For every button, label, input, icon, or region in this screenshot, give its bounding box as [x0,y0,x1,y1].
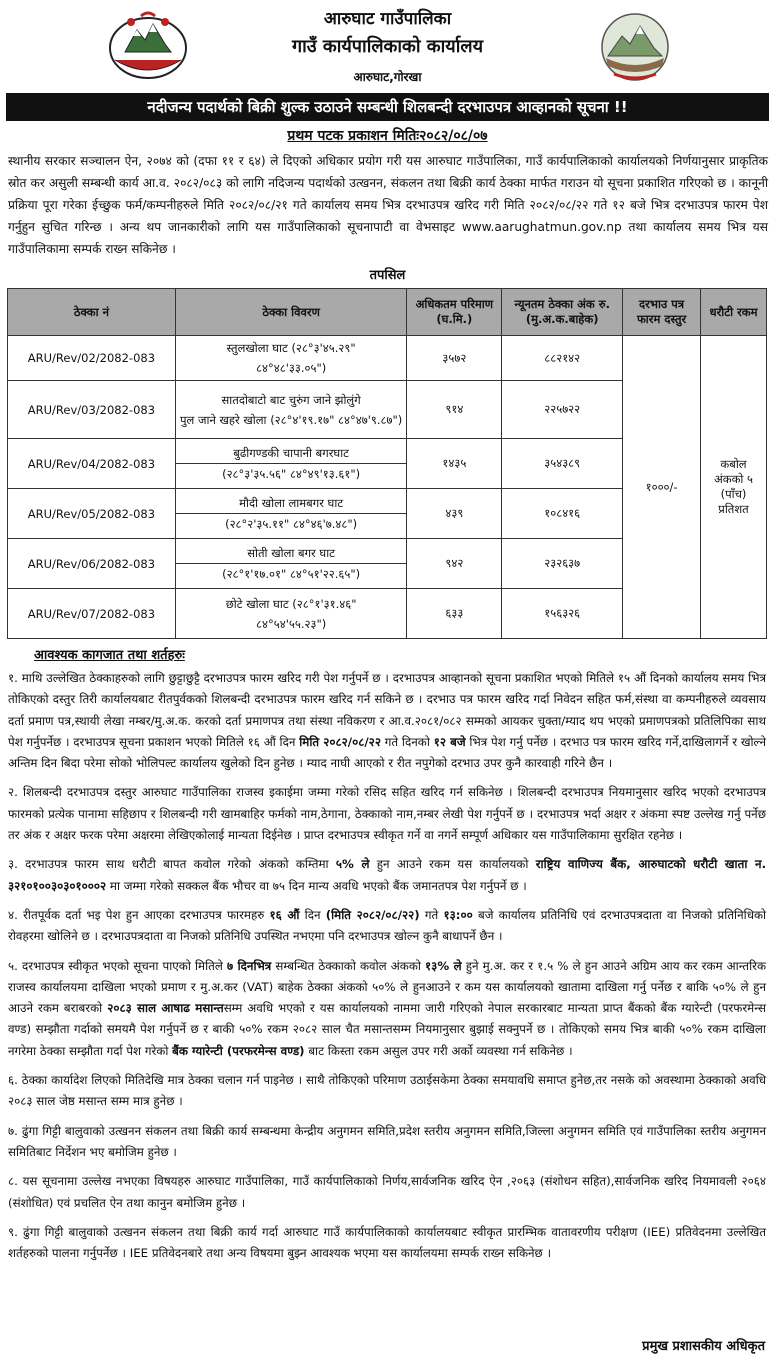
office-name: गाउँ कार्यपालिकाको कार्यालय [291,36,484,57]
condition-item: ४. रीतपूर्वक दर्ता भइ पेश हुन आएका दरभाउपत्र फारमहरु १६ औं दिन (मिति २०८२/०८/२२) गते १३:०० बजे कार्यालय प्रतिनिधि एवं दरभाउपत्रदाता वा निजको प्रतिनिधिको रोवहरमा खोलिने छ । दरभाउपत्रदाता वा निजको प्रतिनिधि उपस्थित नभएमा पनि दरभाउपत्र खोल्न कुनै बाधापर्ने छैन । [8,907,767,944]
municipality-logo-icon [600,12,670,82]
conditions-list [8,668,766,1272]
condition-item: ७. ढुंगा गिट्टी बालुवाको उत्खनन संकलन तथा बिक्री कार्य सम्बन्धमा केन्द्रीय अनुगमन समिति,प्रदेश स्तरीय अनुगमन समिति,जिल्ला अनुगमन समिति एवं गाउँपालिका स्तरीय अनुगमन समितिबाट निर्देशन भए बमोजिम हुनेछ । [8,1123,767,1159]
letterhead [0,0,775,92]
min-amount: २३२६३७ [502,539,623,589]
column-header-description: ठेक्का विवरण [175,289,407,336]
contracts-table [7,288,767,639]
condition-item: ८. यस सूचनामा उल्लेख नभएका विषयहरु आरुघाट गाउँपालिका, गाउँ कार्यपालिकाको निर्णय,सार्वजनिक खरिद ऐन ,२०६३ (संशोधन सहित),सार्वजनिक खरिद नियमावली २०६४ (संशोधित) एवं प्रचलित ऐन तथा कानुन बमोजिम हुनेछ । [8,1174,766,1210]
contract-description: स्तुलखोला घाट (२८°३'४५.२९" ८४°४८'३३.०५") [175,336,407,381]
publication-date: प्रथम पटक प्रकाशन मितिः२०८२/०८/०७ [287,128,488,144]
column-header-deposit: धरौटी रकम [701,289,767,336]
contract-code: ARU/Rev/05/2082-083 [8,489,176,539]
column-header-form-fee: दरभाउ पत्र फारम दस्तुर [623,289,701,336]
max-quantity: १४३५ [407,439,502,489]
deposit-amount: कबोल अंकको ५ (पाँच) प्रतिशत [701,336,767,639]
table-header-row [8,289,767,336]
office-address: आरुघाट,गोरखा [353,70,422,84]
column-header-contract-no: ठेक्का नं [8,289,176,336]
condition-item: ९. ढुंगा गिट्टी बालुवाको उत्खनन संकलन तथा बिक्री कार्य गर्दा आरुघाट गाउँ कार्यपालिकाको कार्यालयबाट स्वीकृत प्रारम्भिक वातावरणीय परीक्षण (IEE) प्रतिवेदनमा उल्लेखित शर्तहरुको पालना गर्नुपर्नेछ । IEE प्रतिवेदनबारे तथा अन्य विषयमा बुझ्न आवश्यक भएमा यस कार्यालयमा सम्पर्क राख्न सकिनेछ । [8,1224,766,1261]
condition-item: १. माथि उल्लेखित ठेक्काहरुको लागि छुट्टाछुट्टै दरभाउपत्र फारम खरिद गरी पेश गर्नुपर्ने छ । दरभाउपत्र आव्हानको सूचना प्रकाशित भएको मितिले १५ औं दिनको कार्यालय समय भित्र तोकिएको दस्तुर तिरी कार्यालयबाट रीतपुर्वकको शिलबन्दी दरभाउपत्र फारम खरिद गर्न सकिने छ । दरभाउ पत्र फारम खरिद गर्दा निवेदन सहित फर्म,संस्था वा कम्पनीहरुले व्यवसाय दर्ता प्रमाण पत्र,स्थायी लेखा नम्बर/मु.अ.क. करको दर्ता प्रमाणपत्र तथा संस्था नविकरण र आ.व.२०८१/०८२ सम्मको आयकर चुक्ता/म्याद थप भएको प्रमाणपत्रको प्रतिलिपिका साथ पेश गर्नुपर्नेछ । दरभाउपत्र सूचना प्रकाशन भएको मितिले १६ औं दिन मिति २०८२/०८/२२ गते दिनको १२ बजे भित्र पेश गर्नु पर्नेछ । दरभाउ पत्र फारम खरिद गर्ने,दाखिलागर्ने र खोल्ने अन्तिम दिन बिदा परेमा सोको भोलिपल्ट कार्यालय खुलेको दिन हुनेछ । म्याद नाघी आएको र रीत नपुगेको दरभाउ उपर कुनै कारवाही गरिने छैन । [8,671,767,771]
notice-title-banner [6,93,769,121]
contract-description: मौदी खोला लामबगर घाट (२८°२'३५.११" ८४°४६'७.४८") [175,489,407,539]
min-amount: ३५४३८९ [502,439,623,489]
condition-item: २. शिलबन्दी दरभाउपत्र दस्तुर आरुघाट गाउँपालिका राजस्व इकाईमा जम्मा गरेको रसिद सहित खरिद गर्न सकिनेछ । शिलबन्दी दरभाउपत्र नियमानुसार खरिद भएको दरभाउपत्र फारमको प्रत्येक पानामा सहिछाप र शिलबन्दी गरी खामबाहिर फर्मको नाम,ठेगाना, ठेक्काको नाम,नम्बर लेखी पेश गर्नुपर्ने छ । दरभाउपत्र भर्दा अक्षर र अंकमा स्पष्ट उल्लेख गर्नु पर्नेछ तर अंक र अक्षर फरक परेमा अक्षरमा लेखिएकोलाई मान्यता दिईनेछ । प्राप्त दरभाउपत्र स्वीकृत गर्ने वा नगर्ने सम्पूर्ण अधिकार यस गाउँपालिकामा सुरक्षित रहनेछ । [8,785,767,843]
contract-description: सातदोबाटो बाट चुरुंग जाने झोलुंगे पुल जाने खहरे खोला (२८°४'१९.१७" ८४°४७'९.८७") [175,381,407,439]
contract-code: ARU/Rev/07/2082-083 [8,589,176,639]
max-quantity: ३५७२ [407,336,502,381]
column-header-max-quantity: अधिकतम परिमाण (घ.मि.) [407,289,502,336]
signatory-title: प्रमुख प्रशासकीय अधिकृत [642,1339,765,1354]
conditions-heading: आवश्यक कागजात तथा शर्तहरुः [34,648,185,663]
form-fee: १०००/- [623,336,701,639]
min-amount: २२५७२२ [502,381,623,439]
condition-item: ३. दरभाउपत्र फारम साथ धरौटी बापत कवोल गरेको अंकको कम्तिमा ५% ले हुन आउने रकम यस कार्यालयको राष्ट्रिय वाणिज्य बैंक, आरुघाटको धरौटी खाता न. ३२१०१००३०३०१०००२ मा जम्मा गरेको सक्कल बैंक भौचर वा ७५ दिन मान्य अवधि भएको बैंक जमानतपत्र पेश गर्नुपर्ने छ । [8,857,767,893]
contract-description: बुढीगण्डकी चापानी बगरघाट (२८°३'३५.५६" ८४°४९'१३.६१") [175,439,407,489]
contract-code: ARU/Rev/03/2082-083 [8,381,176,439]
column-header-min-amount: न्यूनतम ठेक्का अंक रु. (मु.अ.क.बाहेक) [502,289,623,336]
condition-item: ६. ठेक्का कार्यादेश लिएको मितिदेखि मात्र ठेक्का चलान गर्न पाइनेछ । साथै तोकिएको परिमाण उठाईसकेमा ठेक्का समयावधि समाप्त हुनेछ,तर नसके को अवस्थामा ठेक्काको अवधि २०८३ साल जेष्ठ मसान्त सम्म मात्र हुनेछ । [8,1073,767,1109]
notice-title: नदीजन्य पदार्थको बिक्री शुल्क उठाउने सम्बन्धी शिलबन्दी दरभाउपत्र आव्हानको सूचना !! [147,98,628,116]
max-quantity: ९१४ [407,381,502,439]
schedule-heading: तपसिल [369,268,406,283]
intro-paragraph: स्थानीय सरकार सञ्चालन ऐन, २०७४ को (दफा ११ र ६४) ले दिएको अधिकार प्रयोग गरी यस आरुघाट गाउँपालिका, गाउँ कार्यपालिकाको कार्यालयको निर्णयानुसार प्राकृतिक स्रोत कर असुली सम्बन्धी कार्य आ.व. २०८२/०८३ को लागि नदिजन्य पदार्थको उत्खनन, संकलन तथा बिक्री कार्य ठेक्का मार्फत गराउन यो सूचना प्रकाशित गरिएको छ । कानूनी प्रक्रिया पूरा गरेका ईच्छुक फर्म/कम्पनीहरुले मिति २०८२/०८/२१ गते कार्यालय समय भित्र दरभाउपत्र खरिद गरी मिति २०८२/०८/२२ गते १२ बजे भित्र दरभाउपत्र फारम पेश गर्नुहुन सुचित गरिन्छ । अन्य थप जानकारीको लागि यस गाउँपालिकाको सूचनापाटी वा वेभसाइट www.aarughatmun.gov.np तथा कार्यालय समय भित्र यस गाउँपालिकामा सम्पर्क राख्न सकिनेछ । [8,154,768,256]
max-quantity: ४३९ [407,489,502,539]
table-row [8,336,767,381]
contract-code: ARU/Rev/06/2082-083 [8,539,176,589]
min-amount: ८८२१४२ [502,336,623,381]
contract-description: सोती खोला बगर घाट (२८°१'१७.०१" ८४°५१'२२.६५") [175,539,407,589]
contract-code: ARU/Rev/02/2082-083 [8,336,176,381]
max-quantity: ९४२ [407,539,502,589]
municipality-name: आरुघाट गाउँपालिका [323,9,452,29]
min-amount: १०८४१६ [502,489,623,539]
min-amount: १५६३२६ [502,589,623,639]
max-quantity: ६३३ [407,589,502,639]
condition-item: ५. दरभाउपत्र स्वीकृत भएको सूचना पाएको मितिले ७ दिनभित्र सम्बन्धित ठेक्काको कवोल अंकको १३% ले हुने मु.अ. कर र १.५ % ले हुन आउने अग्रिम आय कर रकम आन्तरिक राजस्व कार्यालयमा दाखिला भएको प्रमाण र मु.अ.कर (VAT) बाहेक ठेक्का अंकको ५०% ले हुनआउने र कम यस कार्यालयको खातामा दाखिला गर्नु पर्नेछ र बाकि ५०% ले हुन आउने रकम बराबरको २०८३ साल आषाढ मसान्तसम्म अवधि भएको र यस कार्यालयको नाममा जारी गरिएको नेपाल सरकारबाट मान्यता प्राप्त बैंकको बैंक ग्यारेन्टी (परफरमेन्स वण्ड) सम्झौता गर्दाको समयमै पेश गर्नुपर्ने छ र बाकी ५०% रकम २०८२ साल चैत मसान्तसम्म नियमानुसार बुझाई सक्नुपर्ने छ । तोकिएको समय भित्र बाकी ५०% रकम दाखिला नगरेमा ठेक्का सम्झौता गर्दा पेश गरेको बैंक ग्यारेन्टी (परफरमेन्स वण्ड) बाट किस्ता रकम असुल उपर गरी अर्को व्यवस्था गर्न सकिनेछ । [8,958,767,1058]
contract-code: ARU/Rev/04/2082-083 [8,439,176,489]
contract-description: छोटे खोला घाट (२८°१'३१.४६" ८४°५४'५५.२३") [175,589,407,639]
